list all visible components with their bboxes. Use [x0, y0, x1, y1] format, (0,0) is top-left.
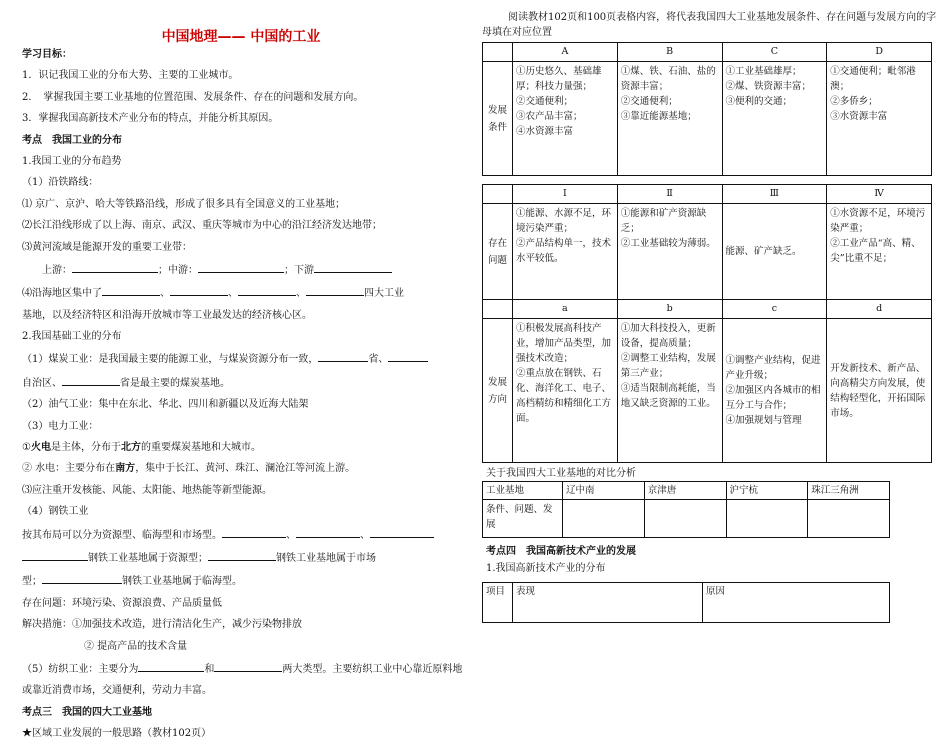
steel-line-1: 按其布局可以分为资源型、临海型和市场型。 、 、	[22, 527, 460, 542]
col-header-I: Ⅰ	[513, 185, 618, 204]
blank-coal-province-2[interactable]	[388, 351, 428, 362]
compare-title: 关于我国四大工业基地的对比分析	[486, 468, 636, 479]
col-header-III: Ⅲ	[722, 185, 827, 204]
page-title: 中国地理—— 中国的工业	[161, 29, 321, 45]
yellow-river-blanks: 上游： ；中游： ；下游	[22, 262, 460, 277]
problems-directions-table	[482, 184, 932, 463]
col-header-b: b	[617, 300, 722, 319]
compare-cell[interactable]	[563, 500, 645, 538]
col-header-IV: Ⅳ	[827, 185, 932, 204]
blank-steel-3[interactable]	[370, 527, 434, 538]
coastal-line-2: 基地，以及经济特区和沿海开放城市等工业最发达的经济核心区。	[22, 309, 312, 321]
kd4-heading: 考点四 我国高新技术产业的发展	[486, 546, 636, 557]
steel-line-3: 型； 钢铁工业基地属于临海型。	[22, 573, 460, 588]
coal-line: （1）煤炭工业：是我国最主要的能源工业，与煤炭资源分布一致， 省、	[22, 351, 460, 366]
blank-steel-1[interactable]	[222, 527, 286, 538]
blank-coal-province[interactable]	[318, 351, 368, 362]
blank-textile-2[interactable]	[214, 661, 282, 672]
hightech-header-reason: 原因	[703, 583, 890, 623]
col-header-a: a	[513, 300, 618, 319]
left-column	[22, 0, 463, 749]
intro-line-1: 阅读教材102页和100页表格内容，将代表我国四大工业基地发展条件、存在问题与发展方向的字	[508, 12, 937, 23]
blank-steel-market[interactable]	[208, 550, 276, 561]
cell-C: ①工业基础雄厚； ②煤、铁资源丰富； ③便利的交通；	[722, 62, 827, 176]
oil-line: （2）油气工业：集中在东北、华北、四川和新疆以及近海大陆架	[22, 399, 309, 411]
row-label-conditions: 发展条件	[483, 62, 513, 176]
blank-textile-1[interactable]	[138, 661, 204, 672]
yangtze-text: ⑵长江沿线形成了以上海、南京、武汉、重庆等城市为中心的沿江经济发达地带；	[22, 220, 382, 232]
compare-cell[interactable]	[726, 500, 808, 538]
goal-1: 1．识记我国工业的分布大势、主要的工业城市。	[22, 70, 239, 82]
kd3-heading: 考点三 我国的四大工业基地	[22, 706, 152, 718]
coastal-line: ⑷沿海地区集中了 、 、 、 四大工业	[22, 285, 460, 300]
compare-header-pearl-river: 珠江三角洲	[808, 482, 890, 500]
blank-base-3[interactable]	[238, 285, 296, 296]
coal-line-2: 自治区、 省是最主要的煤炭基地。	[22, 375, 460, 390]
intro-line-2: 母填在对应位置	[482, 27, 552, 38]
steel-measure-2: ② 提高产品的技术含量	[84, 640, 188, 652]
goal-2: 2． 掌握我国主要工业基地的位置范围、发展条件、存在的问题和发展方向。	[22, 91, 364, 103]
cell-II: ①能源和矿产资源缺乏； ②工业基础较为薄弱。	[617, 204, 722, 300]
power-heading: （3）电力工业：	[22, 420, 99, 432]
blank-steel-coastal[interactable]	[42, 573, 122, 584]
steel-measure-1: 解决措施：①加强技术改造，进行清洁化生产，减少污染物排放	[22, 619, 302, 631]
kd3-subheading: ★区域工业发展的一般思路（教材102页）	[22, 728, 212, 740]
cell-a: ①积极发展高科技产业，增加产品类型，加强技术改造； ②重点放在钢铁、石化、海洋化工、电子、高档精纺和精细化工方面。	[513, 319, 618, 463]
col-header-II: Ⅱ	[617, 185, 722, 204]
blank-steel-resource[interactable]	[22, 550, 88, 561]
hightech-table	[482, 582, 890, 623]
new-energy-line: ⑶应注重开发核能、风能、太阳能、地热能等新型能源。	[22, 484, 272, 496]
right-column	[482, 0, 937, 623]
thermal-power-line: ①火电是主体，分布于北方的重要煤炭基地和大城市。	[22, 442, 261, 454]
col-header-A: A	[513, 43, 618, 62]
col-header-D: D	[827, 43, 932, 62]
blank-upstream[interactable]	[72, 262, 158, 273]
cell-I: ①能源、水源不足，环境污染严重； ②产品结构单一，技术水平较低。	[513, 204, 618, 300]
yellow-river-text: ⑶黄河流域是能源开发的重要工业带：	[22, 241, 192, 253]
blank-base-1[interactable]	[102, 285, 160, 296]
col-header-B: B	[617, 43, 722, 62]
steel-line-2: 钢铁工业基地属于资源型； 钢铁工业基地属于市场	[22, 550, 460, 565]
cell-IV: ①水资源不足，环境污染严重； ②工业产品“高、精、尖”比重不足；	[827, 204, 932, 300]
compare-header-huningHang: 沪宁杭	[726, 482, 808, 500]
col-header-d: d	[827, 300, 932, 319]
col-header-c: c	[722, 300, 827, 319]
conditions-table	[482, 42, 932, 176]
row-label-problems: 存在问题	[483, 204, 513, 300]
steel-heading: （4）钢铁工业	[22, 506, 89, 518]
steel-problem: 存在问题：环境污染、资源浪费、产品质量低	[22, 597, 222, 609]
rail-text: ⑴ 京广、京沪、哈大等铁路沿线，形成了很多具有全国意义的工业基地；	[22, 198, 346, 210]
cell-b: ①加大科技投入，更新设备，提高质量； ②调整工业结构，发展第三产业； ③适当限制高耗能，当地又缺乏资源的工业。	[617, 319, 722, 463]
trend-heading: 1.我国工业的分布趋势	[22, 155, 122, 167]
compare-header-liaozhongnan: 辽中南	[563, 482, 645, 500]
blank-steel-2[interactable]	[296, 527, 360, 538]
rail-heading: （1）沿铁路线：	[22, 177, 99, 189]
goal-3: 3．掌握我国高新技术产业分布的特点，并能分析其原因。	[22, 113, 279, 125]
hightech-header-performance: 表现	[513, 583, 703, 623]
col-header-C: C	[722, 43, 827, 62]
compare-row-label: 条件、问题、发展	[483, 500, 563, 538]
kd1-heading: 考点 我国工业的分布	[22, 134, 122, 146]
cell-d: 开发新技术、新产品、向高精尖方向发展，使结构轻型化，开拓国际市场。	[827, 319, 932, 463]
cell-B: ①煤、铁、石油、盐的资源丰富； ②交通便利； ③靠近能源基地；	[617, 62, 722, 176]
compare-header-jingjintang: 京津唐	[644, 482, 726, 500]
cell-A: ①历史悠久、基础雄厚；科技力量强； ②交通便利； ③农产品丰富； ④水资源丰富	[513, 62, 618, 176]
cell-III: 能源、矿产缺乏。	[722, 204, 827, 300]
compare-cell[interactable]	[644, 500, 726, 538]
base-industry-heading: 2.我国基础工业的分布	[22, 331, 122, 343]
compare-table	[482, 481, 890, 538]
blank-base-2[interactable]	[170, 285, 228, 296]
kd4-subheading: 1.我国高新技术产业的分布	[486, 563, 606, 574]
blank-coal-province-3[interactable]	[62, 375, 120, 386]
cell-c: ①调整产业结构，促进产业升级； ②加强区内各城市的相互分工与合作； ④加强规划与管理	[722, 319, 827, 463]
textile-line-1: （5）纺织工业：主要分为 和 两大类型。主要纺织工业中心靠近原料地	[22, 661, 460, 676]
blank-midstream[interactable]	[198, 262, 284, 273]
cell-D: ①交通便利；毗邻港澳； ②多侨乡； ③水资源丰富	[827, 62, 932, 176]
compare-cell[interactable]	[808, 500, 890, 538]
hightech-header-item: 项目	[483, 583, 513, 623]
blank-base-4[interactable]	[306, 285, 364, 296]
goals-heading: 学习目标：	[22, 49, 72, 60]
compare-header-base: 工业基地	[483, 482, 563, 500]
hydro-power-line: ② 水电：主要分布在南方，集中于长江、黄河、珠江、澜沧江等河流上游。	[22, 463, 356, 475]
blank-downstream[interactable]	[314, 262, 392, 273]
textile-line-2: 或靠近消费市场，交通便利，劳动力丰富。	[22, 685, 212, 697]
row-label-directions: 发展方向	[483, 319, 513, 463]
